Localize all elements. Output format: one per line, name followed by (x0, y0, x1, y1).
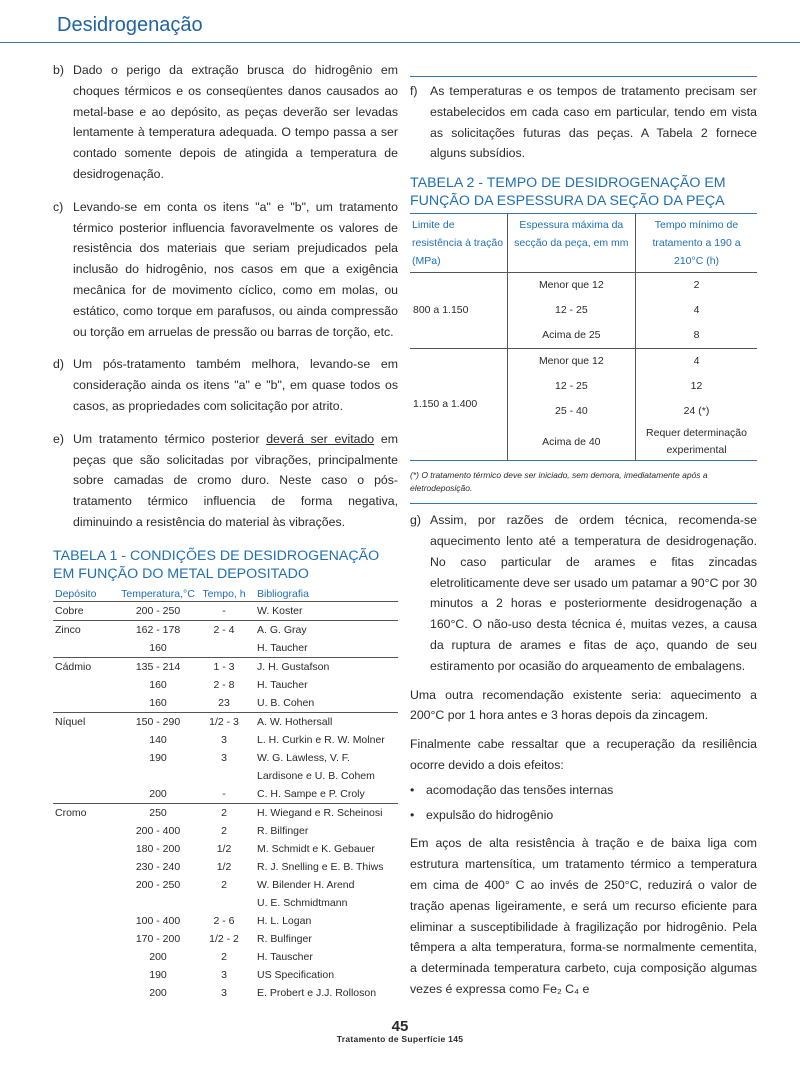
item-text-pre: Um tratamento térmico posterior (73, 431, 267, 446)
bullet-marker: • (410, 782, 415, 797)
table-cell: 12 - 25 (507, 374, 635, 399)
table-cell (117, 767, 199, 785)
table-cell: 1/2 - 2 (209, 932, 239, 945)
table-row (53, 639, 398, 658)
bullet-item (410, 805, 757, 826)
item-label: g) (410, 513, 421, 528)
table-cell: 12 (636, 374, 757, 399)
item-label: e) (53, 431, 64, 446)
page-number: 45 (391, 1018, 409, 1035)
table-header-cell: Espessura máxima da secção da peça, em mm (507, 214, 635, 273)
table-cell: C. H. Sampe e P. Croly (257, 787, 365, 800)
table-cell (53, 639, 117, 658)
table-cell: 200 - 400 (135, 824, 181, 837)
table-cell (53, 894, 117, 912)
table-cell: 4 (636, 349, 757, 375)
table-cell: Menor que 12 (507, 273, 635, 299)
table-cell: U. E. Schmidtmann (257, 896, 348, 909)
right-column (410, 60, 757, 1000)
table-cell: 190 (149, 751, 167, 764)
table-cell (53, 858, 117, 876)
table-header-cell: Limite de resistência à tração (MPa) (412, 219, 504, 268)
note-divider (410, 503, 757, 504)
table-cell (53, 984, 117, 1002)
table-row (53, 894, 398, 912)
table-cell: H. Tauscher (257, 950, 313, 963)
table-cell: 200 (149, 986, 167, 999)
table-cell: W. Koster (249, 601, 398, 620)
table-cell: 135 - 214 (117, 657, 199, 676)
table-header-cell: Bibliografia (249, 587, 398, 602)
list-item (53, 60, 398, 185)
table-cell: 2 - 6 (213, 914, 235, 927)
table-cell: U. B. Cohen (257, 696, 315, 709)
table-row (53, 966, 398, 984)
table-cell: 180 - 200 (135, 842, 181, 855)
table-header-cell: Depósito (53, 587, 117, 602)
table-cell: 162 - 178 (117, 620, 199, 639)
table-row (53, 601, 398, 620)
table-cell: 1/2 - 3 (199, 712, 249, 731)
item-label: b) (53, 63, 64, 77)
table-row (53, 731, 398, 749)
table-row (53, 912, 398, 930)
table-cell: 1.150 a 1.400 (410, 349, 507, 461)
table-cell (53, 948, 117, 966)
table-cell: Cádmio (53, 657, 117, 676)
table-cell: 12 - 25 (507, 298, 635, 323)
table-cell (53, 912, 117, 930)
table-cell: H. Taucher (257, 641, 308, 654)
item-text-underlined: deverá ser evitado (266, 431, 375, 446)
list-item-g (410, 510, 757, 676)
table-cell: J. H. Gustafson (249, 657, 398, 676)
table1 (53, 587, 398, 1002)
table-cell: H. Wiegand e R. Scheinosi (249, 803, 398, 822)
table-cell (53, 731, 117, 749)
table-row (53, 694, 398, 713)
table-cell (199, 894, 249, 912)
paragraph: Finalmente cabe ressaltar que a recuperação da resiliência ocorre devido a dois efeitos: (410, 737, 757, 772)
table-cell: Acima de 25 (507, 323, 635, 349)
table-row (53, 876, 398, 894)
table2-bottom-rule (410, 460, 757, 461)
list-item (53, 354, 398, 416)
table-cell: - (199, 601, 249, 620)
table-row (53, 948, 398, 966)
table-cell: US Specification (257, 968, 335, 981)
table-cell: 2 (199, 803, 249, 822)
table-cell (53, 749, 117, 767)
table-cell (53, 785, 117, 804)
table-cell: 2 (221, 824, 227, 837)
table-cell (53, 876, 117, 894)
table-cell: 160 (149, 696, 167, 709)
item-text: Dado o perigo da extração brusca do hidrogênio em choques térmicos e os conseqüentes danos causados ao metal-base e ao depósito, as peças deverão ser levadas lentamente à temperatura adequada. O tempo passa a ser contado somente depois de atingida a temperatura de desidrogenação. (73, 63, 398, 181)
table-cell: 230 - 240 (135, 860, 181, 873)
bullet-marker: • (410, 807, 415, 822)
table-row (53, 657, 398, 676)
table-cell (53, 676, 117, 694)
table-cell: 160 (149, 678, 167, 691)
table-cell (117, 894, 199, 912)
table-cell: H. Taucher (257, 678, 308, 691)
item-text: Um pós-tratamento também melhora, levando-se em consideração ainda os itens "a" e "b", em quase todos os casos, as propriedades com solicitação por atrito. (73, 357, 398, 413)
table-cell: 2 (221, 878, 227, 891)
left-items (53, 60, 398, 417)
table-cell: 150 - 290 (117, 712, 199, 731)
item-text: Assim, por razões de ordem técnica, recomenda-se aquecimento lento até a temperatura de desidrogenação. No caso particular de arames e fitas zincadas eletroliticamente deve ser usado um patamar a 90°C por 30 minutos a 2 horas e posteriormente desidrogenação a 160°C. O não-uso desta técnica é, muitas vezes, a causa da ruptura de arames e fitas de aço, quando de seu estiramento por ocasião do arqueamento de embalagens. (430, 513, 757, 673)
table-cell: 25 - 40 (507, 399, 635, 424)
table-cell: 2 (636, 273, 757, 299)
table-cell: 3 (221, 733, 227, 746)
table-cell: 170 - 200 (135, 932, 181, 945)
table-row (53, 822, 398, 840)
table-row (53, 712, 398, 731)
list-item-e (53, 429, 398, 533)
table-cell: 200 (149, 950, 167, 963)
table-cell: 8 (636, 323, 757, 349)
table-cell: Cobre (53, 601, 117, 620)
page-title: Desidrogenação (57, 14, 203, 36)
table-cell (53, 966, 117, 984)
table-row (53, 840, 398, 858)
table-cell: 2 (221, 950, 227, 963)
table-row (410, 349, 757, 375)
table-header-cell: Tempo, h (199, 587, 249, 602)
table2-title: TABELA 2 - TEMPO DE DESIDROGENAÇÃO EM FUNÇÃO DA ESPESSURA DA SEÇÃO DA PEÇA (410, 175, 726, 210)
footer-text: Tratamento de Superfície 145 (336, 1034, 464, 1044)
table2 (410, 214, 757, 460)
table2-note: (*) O tratamento térmico deve ser iniciado, sem demora, imediatamente após a eletrodeposição. (410, 470, 708, 494)
table-cell: Menor que 12 (507, 349, 635, 375)
table-cell: - (222, 787, 226, 800)
table-cell: 100 - 400 (135, 914, 181, 927)
paragraph: Uma outra recomendação existente seria: aquecimento a 200°C por 1 hora antes e 3 horas depois da zincagem. (410, 687, 757, 723)
table-cell: 250 (117, 803, 199, 822)
table-cell: A. W. Hothersall (249, 712, 398, 731)
table-cell: H. L. Logan (257, 914, 312, 927)
header-divider (0, 42, 800, 43)
table-cell: L. H. Curkin e R. W. Molner (257, 733, 385, 746)
table-row (53, 620, 398, 639)
right-top-divider (410, 76, 757, 77)
table-cell: 2 - 4 (199, 620, 249, 639)
table-row (53, 930, 398, 948)
table-cell (53, 840, 117, 858)
table-cell: 23 (218, 696, 230, 709)
table-cell: Requer determinação experimental (636, 424, 757, 460)
paragraph: Em aços de alta resistência à tração e de baixa liga com estrutura martensítica, um tratamento térmico a temperatura em cima de 400° C ao invés de 250°C, reduzirá o valor de tração apenas ligeiramente, e será um recurso eficiente para eliminar a susceptibilidade à fragilização por hidrogênio. Pela têmpera a alta temperatura, forma-se normalmente cementita, a determinada temperatura carbeto, cuja composição algumas vezes é expressa como Fe₂ C₄ e (410, 836, 757, 996)
bullet-item (410, 780, 757, 801)
table-cell: R. Bilfinger (257, 824, 309, 837)
table-cell: 2 - 8 (213, 678, 235, 691)
table-row (53, 785, 398, 804)
list-item (53, 197, 398, 343)
item-text: As temperaturas e os tempos de tratamento precisam ser estabelecidos em cada caso em particular, tendo em vista as solicitações futuras das peças. A Tabela 2 fornece alguns subsídios. (430, 84, 757, 161)
table1-title: TABELA 1 - CONDIÇÕES DE DESIDROGENAÇÃO EM FUNÇÃO DO METAL DEPOSITADO (53, 547, 380, 582)
bullet-text: expulsão do hidrogênio (426, 807, 554, 822)
bullet-list (410, 780, 757, 826)
item-text: Levando-se em conta os itens "a" e "b", um tratamento térmico posterior influencia favoravelmente os valores de resistência dos materiais que seriam prejudicados pela inclusão do hidrogênio, nos casos em que a exigência mecânica for de movimento cíclico, como em molas, ou estático, como torque em parafusos, ou ainda compressão ou torção em arruelas de pressão ou barras de torção, etc. (73, 199, 398, 339)
item-label: c) (53, 199, 64, 214)
table-row (53, 767, 398, 785)
table-cell: 1/2 (216, 860, 232, 873)
table-header-cell: Tempo mínimo de tratamento a 190 a 210°C (h) (636, 214, 757, 273)
table-cell: Zinco (53, 620, 117, 639)
table-row (53, 749, 398, 767)
table-cell: 190 (149, 968, 167, 981)
table-cell (53, 930, 117, 948)
table-cell: W. G. Lawless, V. F. (257, 751, 350, 764)
table-cell: M. Schmidt e K. Gebauer (257, 842, 375, 855)
table-cell: 200 - 250 (117, 601, 199, 620)
table-cell (199, 767, 249, 785)
item-text (73, 429, 398, 533)
table-row (53, 803, 398, 822)
item-label: d) (53, 357, 64, 372)
table-cell: 1 - 3 (199, 657, 249, 676)
table-cell: 24 (*) (636, 399, 757, 424)
table-cell: 800 a 1.150 (410, 273, 507, 349)
table-cell (53, 694, 117, 713)
table-cell: R. J. Snelling e E. B. Thiws (257, 860, 384, 873)
table-cell: 3 (221, 986, 227, 999)
table-row (53, 676, 398, 694)
table-cell: 160 (149, 641, 167, 654)
table-cell: 1/2 (216, 842, 232, 855)
table-cell: 200 (149, 787, 167, 800)
table-cell: Níquel (53, 712, 117, 731)
table-row (53, 984, 398, 1002)
bullet-text: acomodação das tensões internas (426, 782, 614, 797)
list-item-f (410, 81, 757, 164)
table-cell: W. Bilender H. Arend (257, 878, 355, 891)
table-cell: A. G. Gray (249, 620, 398, 639)
item-text-post: em peças que são solicitadas por vibrações, principalmente sobre camadas de cromo duro. Neste caso o pós-tratamento térmico influencia de forma negativa, diminuindo a resistência do material às vibrações. (73, 431, 399, 529)
table-cell: E. Probert e J.J. Rolloson (257, 986, 377, 999)
table-cell (199, 639, 249, 658)
table-cell: 200 - 250 (135, 878, 181, 891)
table-row (53, 858, 398, 876)
table-cell: Acima de 40 (507, 424, 635, 460)
table-cell (53, 822, 117, 840)
item-label: f) (410, 84, 418, 98)
table-cell: 3 (221, 751, 227, 764)
table-cell: Lardisone e U. B. Cohem (257, 769, 375, 782)
table-row (410, 273, 757, 299)
table-cell: 3 (221, 968, 227, 981)
table-cell: Cromo (53, 803, 117, 822)
left-column (53, 60, 398, 1002)
table-header-cell: Temperatura,°C (117, 587, 199, 602)
table-cell: 4 (636, 298, 757, 323)
table-cell (53, 767, 117, 785)
table-cell: 140 (149, 733, 167, 746)
table-cell: R. Bulfinger (257, 932, 312, 945)
